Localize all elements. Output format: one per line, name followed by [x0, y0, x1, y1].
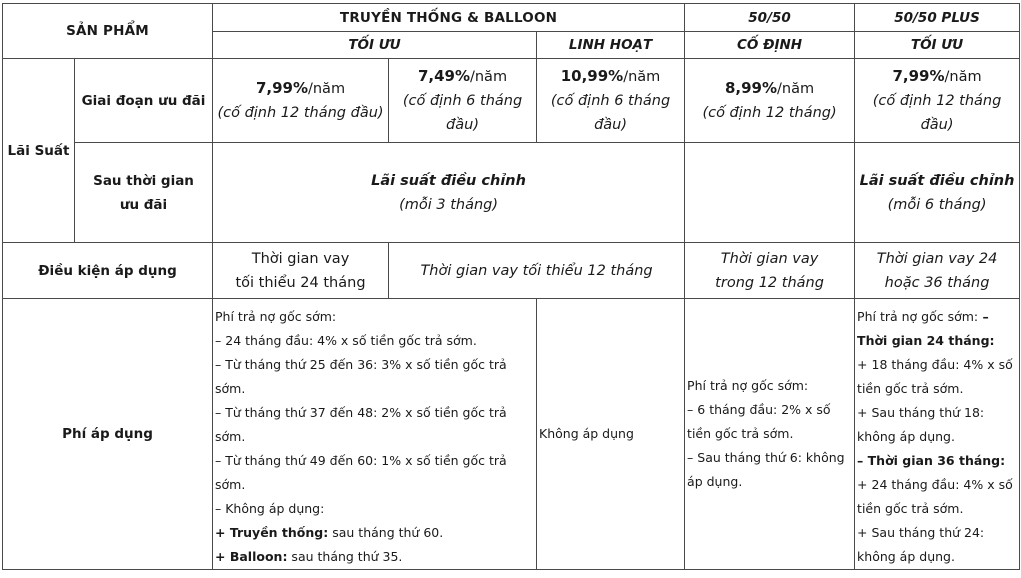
promo-rate-unit: /năm: [944, 69, 982, 85]
interest-rate-label: Lãi Suất: [3, 59, 75, 243]
promo-rate-note: (cố định 12 tháng): [702, 105, 837, 121]
condition-line: tối thiểu 24 tháng: [235, 274, 366, 291]
loan-product-table: [2, 3, 1020, 570]
adjusted-rate-title: Lãi suất điều chỉnh: [859, 172, 1015, 189]
condition-line: hoặc 36 tháng: [884, 274, 990, 291]
fee-line: – Từ tháng thứ 37 đến 48: 2% x số tiền gốc trả sớm.: [215, 405, 507, 444]
promo-rate-value: 8,99%: [724, 79, 778, 97]
linh-hoat-header: LINH HOẠT: [537, 32, 685, 59]
promo-rate-unit: /năm: [469, 69, 508, 85]
fee-line: Thời gian 24 tháng:: [857, 333, 995, 348]
condition-line: Thời gian vay: [720, 250, 819, 267]
fee-traditional: [213, 299, 537, 570]
promo-rate-cell: [213, 59, 389, 143]
promo-rate-note: (cố định 6 tháng đầu): [402, 93, 523, 133]
promo-rate-value: 7,99%: [892, 67, 945, 85]
adjusted-rate-plus: [855, 143, 1020, 243]
promo-rate-note: (cố định 6 tháng đầu): [550, 93, 671, 133]
condition-line: Thời gian vay 24: [876, 250, 998, 267]
fee-line-bold: + Balloon:: [215, 549, 288, 564]
promo-rate-cell: [537, 59, 685, 143]
promo-rate-cell: [855, 59, 1020, 143]
promo-rate-note: (cố định 12 tháng đầu): [217, 105, 384, 121]
after-promo-label-line1: Sau thời gian: [93, 172, 194, 189]
fees-row: [3, 299, 1020, 570]
fee-line: – Thời gian 36 tháng:: [857, 453, 1006, 468]
after-promo-row: [3, 143, 1020, 243]
fee-line: – Từ tháng thứ 25 đến 36: 3% x số tiền gốc trả sớm.: [215, 357, 507, 396]
promo-period-label: Giai đoạn ưu đãi: [75, 59, 213, 143]
conditions-row: [3, 243, 1020, 299]
fee-line: – Không áp dụng:: [215, 501, 325, 516]
adjusted-rate-traditional: [213, 143, 685, 243]
after-promo-label-line2: ưu đãi: [119, 196, 168, 213]
header-row-1: [3, 4, 1020, 32]
fee-line: – Sau tháng thứ 6: không áp dụng.: [687, 450, 845, 489]
adjusted-rate-frequency: (mỗi 3 tháng): [399, 196, 498, 213]
promo-rate-unit: /năm: [623, 69, 661, 85]
after-promo-label: [75, 143, 213, 243]
adjusted-rate-frequency: (mỗi 6 tháng): [887, 196, 987, 213]
fee-line: – Từ tháng thứ 49 đến 60: 1% x số tiền gốc trả sớm.: [215, 453, 507, 492]
condition-traditional: [213, 243, 389, 299]
condition-min-12: Thời gian vay tối thiểu 12 tháng: [389, 243, 685, 299]
fee-fifty: [685, 299, 855, 570]
toi-uu-plus-header: TỐI ƯU: [855, 32, 1020, 59]
fee-line-rest: sau tháng thứ 35.: [287, 549, 403, 564]
condition-line: Thời gian vay: [251, 250, 350, 267]
fee-line: + Sau tháng thứ 18: không áp dụng.: [857, 405, 985, 444]
fee-line: – 24 tháng đầu: 4% x số tiền gốc trả sớm.: [215, 333, 477, 348]
promo-rate-value: 7,99%: [255, 79, 308, 97]
conditions-label: Điều kiện áp dụng: [3, 243, 213, 299]
fee-line: Phí trả nợ gốc sớm:: [687, 378, 809, 393]
condition-fifty: [685, 243, 855, 299]
condition-plus: [855, 243, 1020, 299]
fee-line: [215, 521, 534, 545]
co-dinh-header: CỐ ĐỊNH: [685, 32, 855, 59]
fee-line-bold: + Truyền thống:: [215, 525, 329, 540]
fifty-fifty-plus-header: 50/50 PLUS: [855, 4, 1020, 32]
fee-line-rest: sau tháng thứ 60.: [328, 525, 444, 540]
fee-line: + 24 tháng đầu: 4% x số tiền gốc trả sớm.: [857, 477, 1013, 516]
fee-line: Phí trả nợ gốc sớm:: [215, 309, 337, 324]
fee-line: – 6 tháng đầu: 2% x số tiền gốc trả sớm.: [687, 402, 831, 441]
fee-line-bold: –: [978, 309, 989, 324]
promo-rate-value: 10,99%: [560, 67, 624, 85]
adjusted-rate-fifty-empty: [685, 143, 855, 243]
fee-line: + 18 tháng đầu: 4% x số tiền gốc trả sớm.: [857, 357, 1013, 396]
fees-label: Phí áp dụng: [3, 299, 213, 570]
promo-rate-unit: /năm: [307, 81, 346, 97]
traditional-balloon-header: TRUYỀN THỐNG & BALLOON: [213, 4, 685, 32]
product-header: SẢN PHẨM: [3, 4, 213, 59]
promo-rate-row: [3, 59, 1020, 143]
promo-rate-unit: /năm: [777, 81, 815, 97]
fee-line: [857, 305, 1017, 329]
fee-line: [215, 545, 534, 569]
fifty-fifty-header: 50/50: [685, 4, 855, 32]
fee-linh-hoat: Không áp dụng: [537, 299, 685, 570]
fee-plus: [855, 299, 1020, 570]
promo-rate-cell: [685, 59, 855, 143]
fee-line-text: Phí trả nợ gốc sớm:: [857, 309, 979, 324]
condition-line: trong 12 tháng: [715, 274, 824, 291]
adjusted-rate-title: Lãi suất điều chỉnh: [371, 172, 526, 189]
fee-line: + Sau tháng thứ 24: không áp dụng.: [857, 525, 985, 564]
toi-uu-header: TỐI ƯU: [213, 32, 537, 59]
promo-rate-value: 7,49%: [417, 67, 470, 85]
promo-rate-note: (cố định 12 tháng đầu): [872, 93, 1002, 133]
promo-rate-cell: [389, 59, 537, 143]
